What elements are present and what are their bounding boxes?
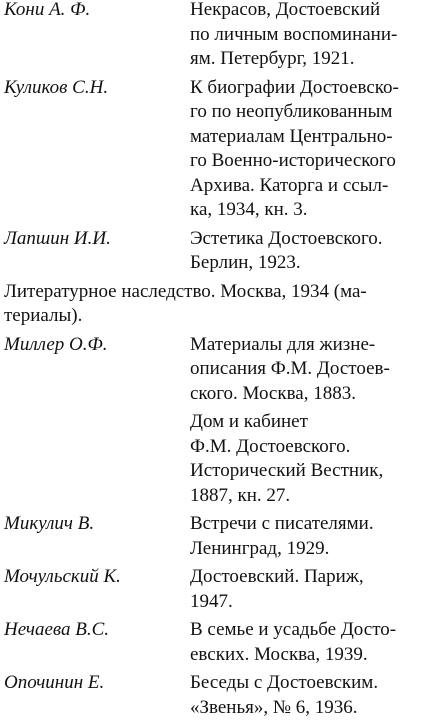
entry-work: [190, 410, 421, 508]
work-line: го по неопубликованным: [190, 101, 393, 122]
entry-author: Лапшин И.И.: [4, 227, 111, 249]
entry-works: [190, 227, 425, 276]
entry-author: Микулич В.: [4, 513, 95, 534]
entry-works: [190, 565, 425, 614]
entry-works: [190, 76, 425, 223]
work-line: Материалы для жизне-: [190, 333, 376, 355]
entry-works: [190, 618, 425, 667]
entry-works: [190, 0, 425, 72]
bibliography-entry: [0, 333, 425, 509]
entry-works: [190, 512, 425, 561]
work-line: го Военно-исторического: [190, 150, 396, 171]
entry-work: [190, 618, 421, 667]
work-line: Дом и кабинет: [190, 411, 308, 432]
entry-works: [190, 333, 425, 509]
work-line: Ф.М. Достоевского.: [190, 435, 351, 457]
entry-work: [190, 227, 421, 276]
work-line: ского. Москва, 1883.: [190, 382, 356, 404]
bibliography-entry: [0, 565, 425, 614]
bibliography-entry: [0, 671, 425, 720]
bibliography-entry: [0, 227, 425, 276]
bibliography-entry: [0, 512, 425, 561]
work-line: Берлин, 1923.: [190, 252, 301, 273]
bibliography-entry: [0, 0, 425, 72]
work-line: материалам Центрально-: [190, 125, 393, 147]
full-width-entry: [0, 280, 425, 329]
entry-author: Нечаева В.С.: [4, 619, 110, 640]
work-line: Ленинград, 1929.: [190, 537, 330, 559]
work-line: 1887, кн. 27.: [190, 484, 291, 506]
work-line: описания Ф.М. Достоев-: [190, 358, 390, 379]
entry-work: [190, 333, 421, 407]
work-line: Исторический Вестник,: [190, 460, 384, 481]
entry-work: [190, 0, 421, 72]
work-line: евских. Москва, 1939.: [190, 643, 368, 665]
work-line: Литературное наследство. Москва, 1934 (ма-: [4, 280, 367, 302]
entry-work: [190, 671, 421, 720]
entry-author: Опочинин Е.: [4, 672, 105, 693]
bibliography-entry: [0, 618, 425, 667]
work-line: териалы).: [4, 305, 83, 326]
entry-works: [190, 671, 425, 720]
work-line: «Звенья», № 6, 1936.: [190, 696, 358, 718]
entry-work: [190, 512, 421, 561]
work-line: ям. Петербург, 1921.: [190, 48, 355, 69]
entry-work: [190, 565, 421, 614]
work-line: ка, 1934, кн. 3.: [190, 199, 308, 220]
bibliography-entry: [0, 76, 425, 223]
work-line: Достоевский. Париж,: [190, 566, 364, 587]
work-line: Встречи с писателями.: [190, 513, 374, 534]
work-line: Эстетика Достоевского.: [190, 227, 383, 249]
work-line: Беседы с Достоевским.: [190, 672, 379, 693]
work-line: В семье и усадьбе Досто-: [190, 619, 397, 640]
work-line: К биографии Достоевско-: [190, 76, 399, 98]
entry-author: Миллер О.Ф.: [4, 333, 108, 355]
entry-author: Мочульский К.: [4, 566, 121, 587]
entry-author: Кони А. Ф.: [4, 0, 91, 20]
entry-author: Куликов С.Н.: [4, 76, 109, 98]
work-line: 1947.: [190, 590, 233, 612]
work-line: Некрасов, Достоевский: [190, 0, 381, 20]
work-line: по личным воспоминани-: [190, 23, 398, 45]
entry-work: [190, 76, 421, 223]
work-line: Архива. Каторга и ссыл-: [190, 174, 389, 196]
